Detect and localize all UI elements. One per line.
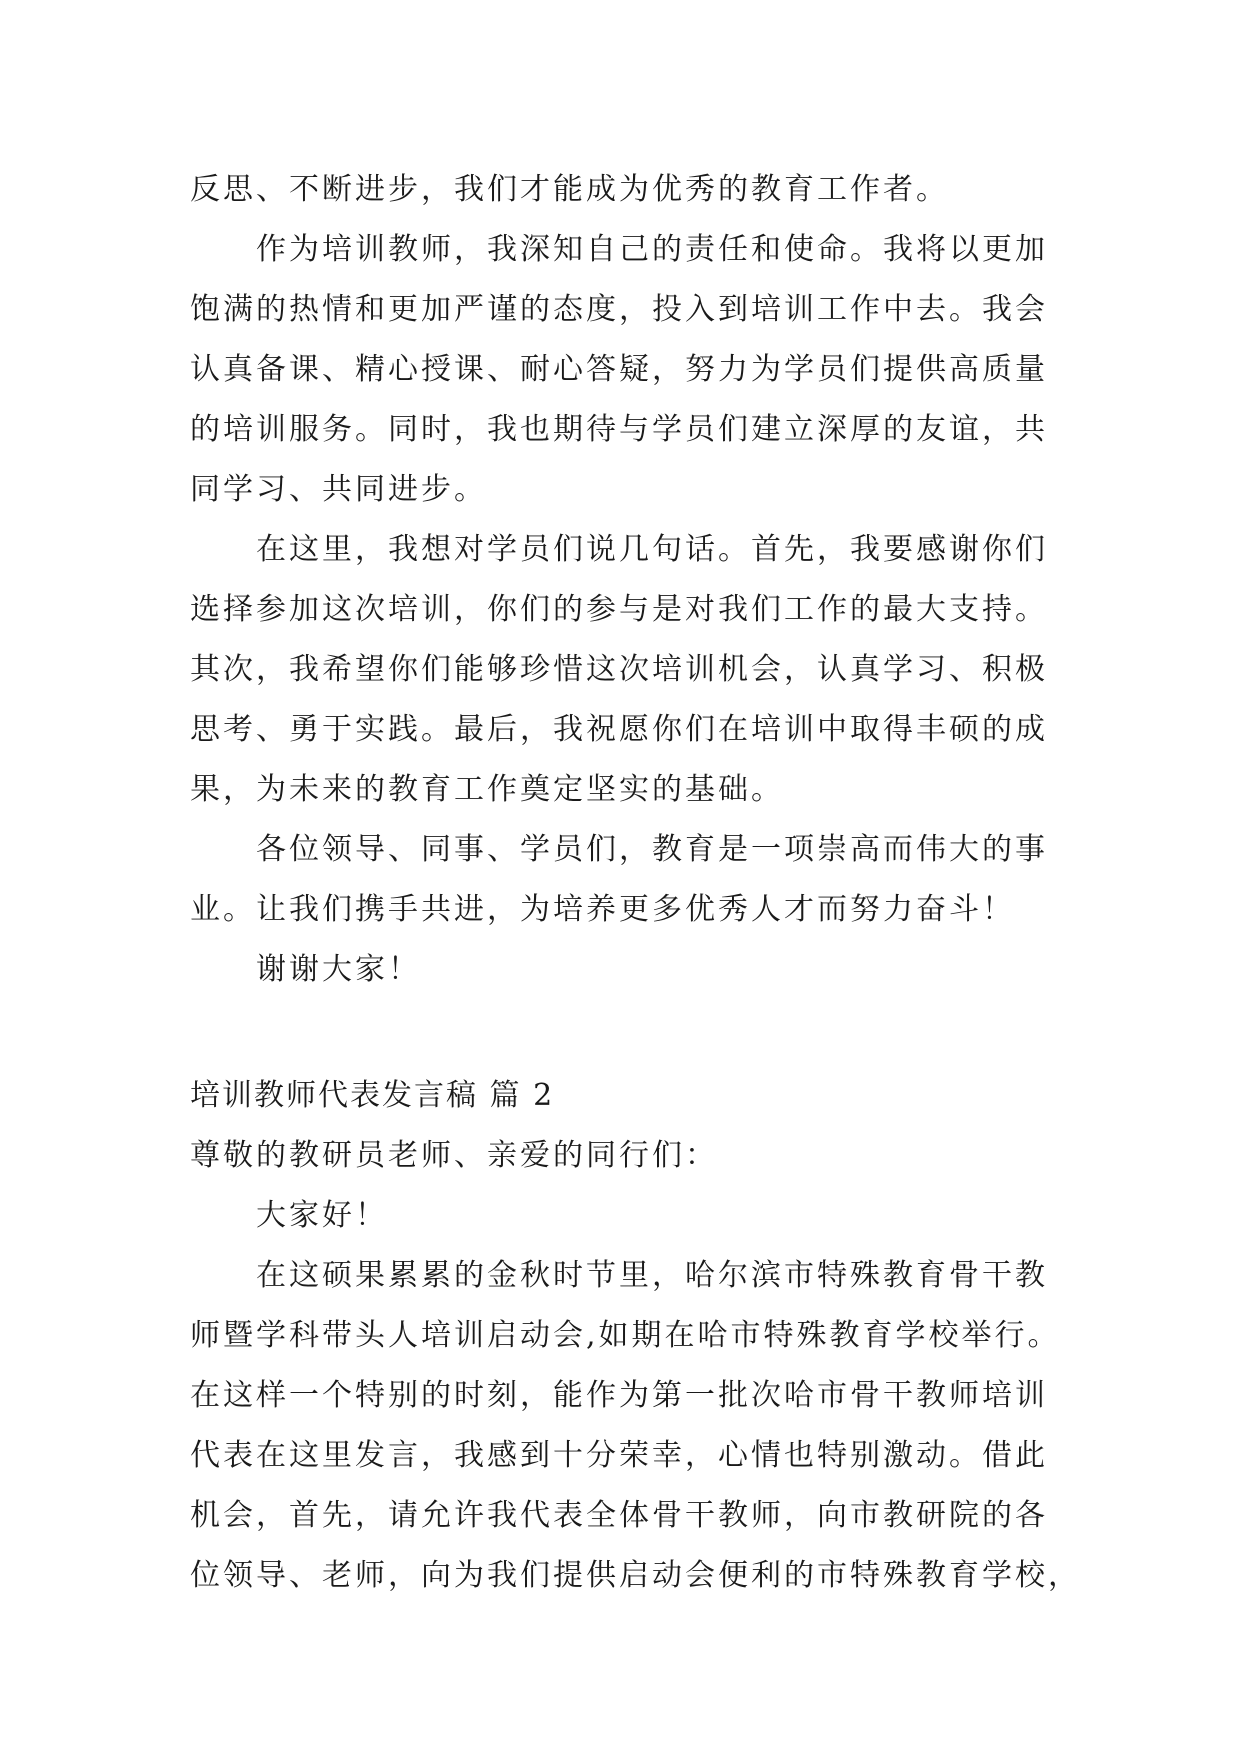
text-line: 其次，我希望你们能够珍惜这次培训机会，认真学习、积极 bbox=[190, 652, 1048, 687]
text-line: 师暨学科带头人培训启动会,如期在哈市特殊教育学校举行。 bbox=[190, 1318, 1061, 1353]
text-line: 位领导、老师，向为我们提供启动会便利的市特殊教育学校， bbox=[190, 1558, 1081, 1593]
text-line: 在这样一个特别的时刻，能作为第一批次哈市骨干教师培训 bbox=[190, 1378, 1048, 1413]
text-line: 的培训服务。同时，我也期待与学员们建立深厚的友谊，共 bbox=[190, 412, 1048, 447]
text-line: 反思、不断进步，我们才能成为优秀的教育工作者。 bbox=[190, 172, 949, 207]
document-body bbox=[190, 160, 1081, 1606]
text-line: 大家好！ bbox=[256, 1198, 388, 1233]
text-line: 作为培训教师，我深知自己的责任和使命。我将以更加 bbox=[256, 232, 1048, 267]
paragraph bbox=[190, 820, 1070, 940]
section-spacer bbox=[190, 1000, 1070, 1066]
text-line: 认真备课、精心授课、耐心答疑，努力为学员们提供高质量 bbox=[190, 352, 1048, 387]
text-line: 同学习、共同进步。 bbox=[190, 472, 487, 507]
paragraph bbox=[190, 1246, 1081, 1606]
text-line: 思考、勇于实践。最后，我祝愿你们在培训中取得丰硕的成 bbox=[190, 712, 1048, 747]
text-line: 在这硕果累累的金秋时节里，哈尔滨市特殊教育骨干教 bbox=[256, 1258, 1048, 1293]
paragraph bbox=[190, 520, 1070, 820]
text-line: 果，为未来的教育工作奠定坚实的基础。 bbox=[190, 772, 784, 807]
text-line: 机会，首先，请允许我代表全体骨干教师，向市教研院的各 bbox=[190, 1498, 1048, 1533]
text-line: 选择参加这次培训，你们的参与是对我们工作的最大支持。 bbox=[190, 592, 1048, 627]
text-line: 代表在这里发言，我感到十分荣幸，心情也特别激动。借此 bbox=[190, 1438, 1048, 1473]
text-line: 业。让我们携手共进，为培养更多优秀人才而努力奋斗！ bbox=[190, 892, 1015, 927]
text-line: 在这里，我想对学员们说几句话。首先，我要感谢你们 bbox=[256, 532, 1048, 567]
salutation: 尊敬的教研员老师、亲爱的同行们： bbox=[190, 1138, 718, 1173]
paragraph bbox=[190, 940, 1070, 1000]
text-line: 饱满的热情和更加严谨的态度，投入到培训工作中去。我会 bbox=[190, 292, 1048, 327]
section-title: 培训教师代表发言稿 篇 2 bbox=[190, 1078, 555, 1113]
text-line: 各位领导、同事、学员们，教育是一项崇高而伟大的事 bbox=[256, 832, 1048, 867]
paragraph bbox=[190, 220, 1070, 520]
paragraph bbox=[190, 1186, 1070, 1246]
text-line: 谢谢大家！ bbox=[256, 952, 421, 987]
